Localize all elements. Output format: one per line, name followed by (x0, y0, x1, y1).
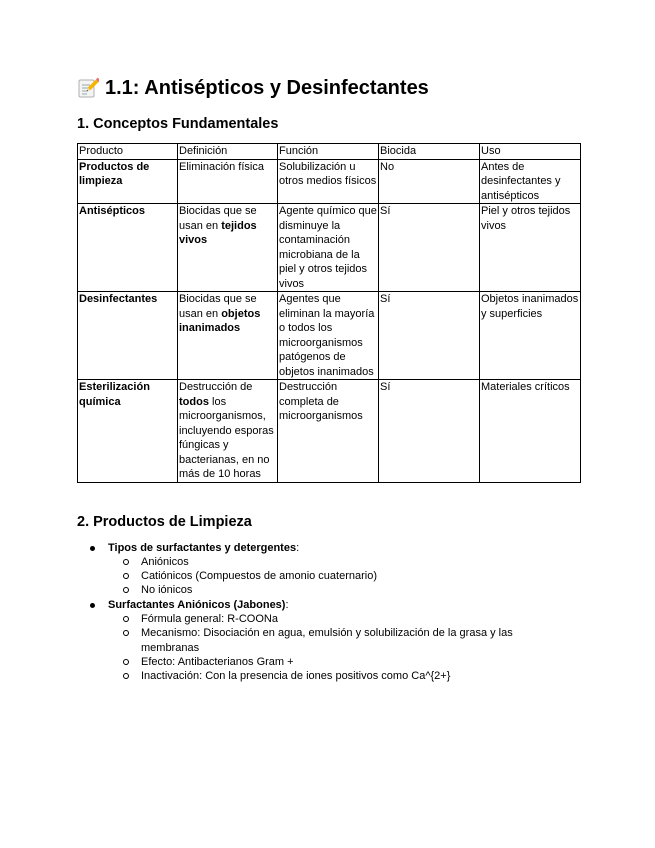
function-cell: Destrucción completa de microorganismos (278, 380, 379, 483)
table-header-row (78, 144, 581, 160)
use-cell: Piel y otros tejidos vivos (480, 204, 581, 292)
function-cell: Solubilización u otros medios físicos (278, 159, 379, 204)
table-row (78, 204, 581, 292)
product-cell: Productos de limpieza (78, 159, 178, 204)
biocide-cell: Sí (379, 380, 480, 483)
column-header: Biocida (379, 144, 480, 160)
document-page (77, 74, 580, 683)
biocide-cell: Sí (379, 204, 480, 292)
sub-list-item: No iónicos (108, 583, 580, 597)
table-row (78, 292, 581, 380)
concepts-table (77, 143, 581, 483)
memo-icon (77, 77, 99, 99)
product-cell: Antisépticos (78, 204, 178, 292)
sub-list-item: Efecto: Antibacterianos Gram + (108, 655, 580, 669)
column-header: Uso (480, 144, 581, 160)
product-cell: Esterilización química (78, 380, 178, 483)
sub-list-item: Inactivación: Con la presencia de iones positivos como Ca^{2+} (108, 669, 580, 683)
use-cell: Objetos inanimados y superficies (480, 292, 581, 380)
definition-cell: Biocidas que se usan en tejidos vivos (178, 204, 278, 292)
bullet-list (77, 541, 580, 684)
sub-list-item: Fórmula general: R-COONa (108, 612, 580, 626)
column-header: Función (278, 144, 379, 160)
list-item-label: Surfactantes Aniónicos (Jabones) (108, 598, 286, 611)
product-cell: Desinfectantes (78, 292, 178, 380)
sub-list-item: Catiónicos (Compuestos de amonio cuaternario) (108, 569, 580, 583)
function-cell: Agente químico que disminuye la contaminación microbiana de la piel y otros tejidos vivos (279, 205, 377, 290)
table-row (78, 159, 581, 204)
list-item-label: Tipos de surfactantes y detergentes (108, 541, 297, 554)
list-item: Tipos de surfactantes y detergentes: Aniónicos Catiónicos (Compuestos de amonio cuaternario) No iónicos (77, 541, 580, 598)
section-heading: 2. Productos de Limpieza (77, 513, 252, 530)
definition-cell: Biocidas que se usan en objetos inanimados (178, 292, 278, 380)
column-header: Definición (178, 144, 278, 160)
section-heading: 1. Conceptos Fundamentales (77, 116, 279, 132)
use-cell: Materiales críticos (480, 380, 581, 483)
sub-list-item: Mecanismo: Disociación en agua, emulsión y solubilización de la grasa y las membranas (108, 626, 580, 655)
biocide-cell: No (379, 159, 480, 204)
biocide-cell: Sí (379, 292, 480, 380)
definition-cell: Destrucción de todos los microorganismos, incluyendo esporas fúngicas y bacterianas, en no más de 10 horas (178, 380, 278, 483)
definition-cell: Eliminación física (178, 159, 278, 204)
list-item: Surfactantes Aniónicos (Jabones): Fórmula general: R-COONa Mecanismo: Disociación en agua, emulsión y solubilización de la grasa y las membranas Efecto: Antibacterianos Gram + Inactivación: Con la presencia de iones positivos como Ca^{2+} (77, 598, 580, 684)
page-title-text: 1.1: Antisépticos y Desinfectantes (105, 77, 429, 99)
table-row (78, 380, 581, 483)
column-header: Producto (78, 144, 178, 160)
sub-list-item: Aniónicos (108, 555, 580, 569)
page-title (77, 74, 580, 102)
sub-list (108, 555, 580, 598)
use-cell: Antes de desinfectantes y antisépticos (480, 159, 581, 204)
sub-list (108, 612, 580, 683)
function-cell: Agentes que eliminan la mayoría o todos los microorganismos patógenos de objetos inanimados (278, 292, 379, 380)
